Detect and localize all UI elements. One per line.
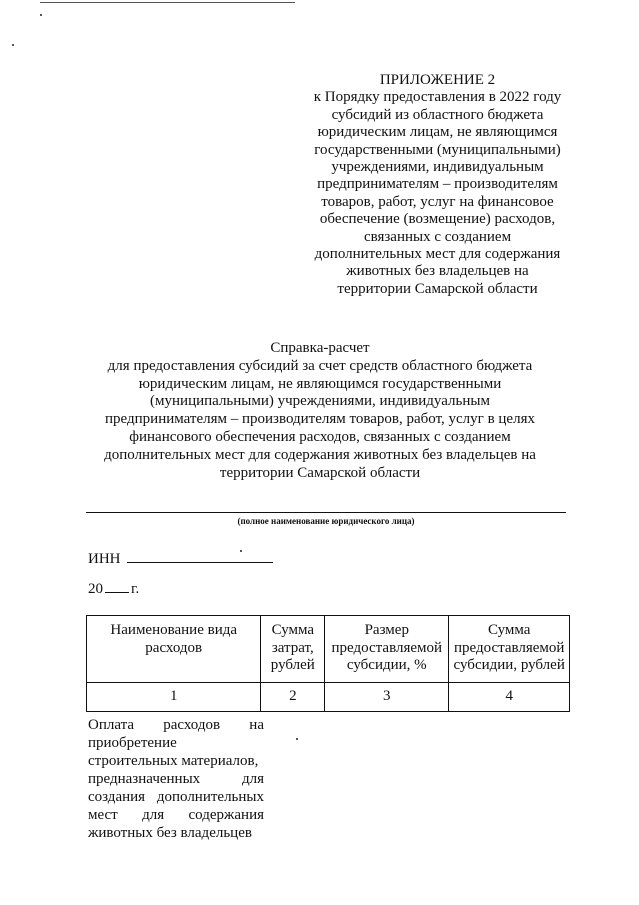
title-line: юридическим лицам, не являющимся государственными xyxy=(138,375,502,392)
org-name-field-rule xyxy=(86,512,566,513)
document-title xyxy=(90,340,550,482)
column-number: 1 xyxy=(87,683,261,712)
appendix-line: предпринимателям – производителям xyxy=(317,176,558,193)
title-heading: Справка-расчет xyxy=(270,340,370,356)
title-line: для предоставления субсидий за счет средств областного бюджета xyxy=(107,357,533,374)
appendix-heading: ПРИЛОЖЕНИЕ 2 xyxy=(379,72,496,88)
title-line: (муниципальными) учреждениями, индивидуальным xyxy=(150,393,490,410)
appendix-line: учреждениями, индивидуальным xyxy=(331,159,544,176)
row-text-line: строительных материалов, xyxy=(88,753,259,769)
column-number: 3 xyxy=(325,683,449,712)
appendix-line: обеспечение (возмещение) расходов, xyxy=(319,211,556,228)
appendix-line: государственными (муниципальными) xyxy=(314,141,561,158)
expense-table xyxy=(86,615,570,712)
appendix-line: товаров, работ, услуг на финансовое xyxy=(321,193,554,210)
appendix-line: субсидий из областного бюджета xyxy=(331,106,544,123)
appendix-line: дополнительных мест для содержания xyxy=(314,246,561,263)
row-text-line: создания дополнительных xyxy=(88,789,264,805)
row-text-line: животных без владельцев xyxy=(88,825,252,841)
expense-row-description xyxy=(88,716,264,842)
row-text-line: приобретение xyxy=(88,735,177,751)
column-number: 2 xyxy=(261,683,325,712)
scan-speck xyxy=(296,738,298,740)
year-prefix: 20 xyxy=(88,581,103,597)
year-field xyxy=(88,578,139,598)
header-cost-amount: Сумма затрат, рублей xyxy=(261,616,325,683)
inn-blank-rule xyxy=(127,548,273,563)
appendix-line: юридическим лицам, не являющимся xyxy=(317,124,558,141)
appendix-line: территории Самарской области xyxy=(337,280,538,297)
top-edge-rule xyxy=(40,2,295,3)
appendix-line: к Порядку предоставления в 2022 году xyxy=(313,89,562,106)
year-suffix: г. xyxy=(131,581,140,597)
title-line: дополнительных мест для содержания животных без владельцев на xyxy=(104,446,536,463)
column-number: 4 xyxy=(449,683,570,712)
title-line: территории Самарской области xyxy=(219,464,421,481)
header-subsidy-amount: Сумма предоставляемой субсидии, рублей xyxy=(449,616,570,683)
appendix-line: связанных с созданием xyxy=(363,228,512,245)
row-text-line: мест для содержания xyxy=(88,807,264,823)
appendix-block xyxy=(300,72,575,298)
title-line: финансового обеспечения расходов, связанных с созданием xyxy=(129,428,511,445)
inn-field xyxy=(88,548,273,568)
table-number-row xyxy=(87,683,570,712)
inn-label: ИНН xyxy=(88,551,121,567)
title-line: предпринимателям – производителям товаров, работ, услуг в целях xyxy=(105,411,535,428)
header-subsidy-percent: Размер предоставляемой субсидии, % xyxy=(325,616,449,683)
org-name-caption: (полное наименование юридического лица) xyxy=(237,516,415,526)
table-header-row xyxy=(87,616,570,683)
scan-speck xyxy=(12,44,14,46)
appendix-line: животных без владельцев на xyxy=(346,263,529,280)
header-expense-type: Наименование вида расходов xyxy=(87,616,261,683)
year-blank-rule xyxy=(105,578,129,593)
scan-speck xyxy=(40,14,42,16)
row-text-line: предназначенных для xyxy=(88,771,264,787)
row-text-line: Оплата расходов на xyxy=(88,717,264,733)
